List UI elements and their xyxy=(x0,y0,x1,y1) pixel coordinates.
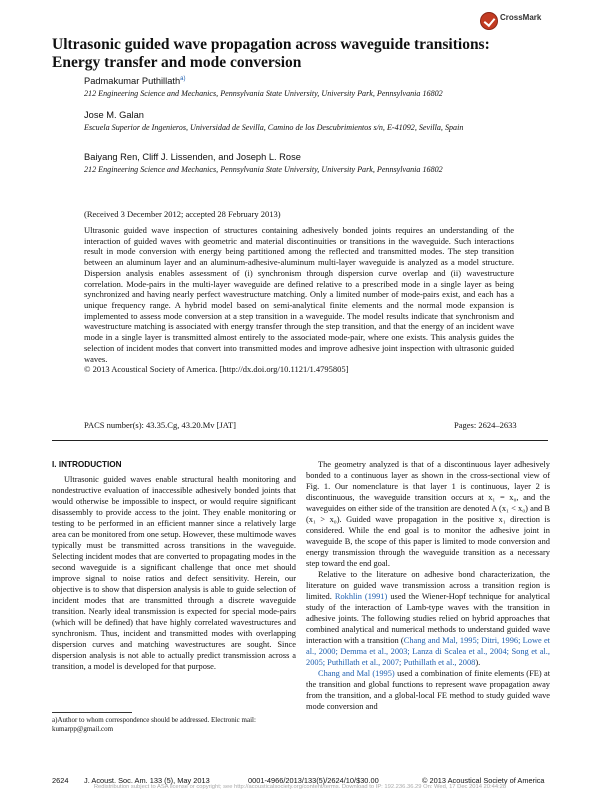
footnote-mark[interactable]: a) xyxy=(180,76,186,82)
abstract-text: Ultrasonic guided wave inspection of structures containing adhesively bonded joints requires an understanding of the interaction of guided waves with geometric and material discontinuities or transitions in the waveguide. Such interactions result in mode conversion with energy being partitioned among the reflected and transmitted modes. The step transition between an aluminum layer and an aluminum-adhesive-aluminum multi-layer waveguide is analyzed as a model structure. Dispersion analysis enables assessment of (i) synchronism through dispersion curve overlap and (ii) wavestructure correlation. Mode-pairs in the multi-layer waveguide are defined relative to a prescribed mode in a single layer as being synchronized and having nearly perfect wavestructure matching. Only a limited number of mode-pairs exist, and each has a unique frequency range. A hybrid model based on semi-analytical finite elements and the normal mode expansion is implemented to assess mode conversion at a step transition in a waveguide. The model results indicate that synchronism and wavestructure matching is associated with energy transfer through the step transition, and that the energy of an incident wave mode in a single layer is transmitted almost entirely to the associated mode-pair, where one exists. This analysis guides the selection of incident modes that convert into transmitted modes and improve adhesive joint inspection with ultrasonic guided waves. xyxy=(84,225,514,364)
footer-issn: 0001-4966/2013/133(5)/2624/10/$30.00 xyxy=(248,776,379,785)
header-divider xyxy=(52,440,548,441)
article-title: Ultrasonic guided wave propagation across waveguide transitions: Energy transfer and mode conversion xyxy=(52,36,490,71)
footer-copyright: © 2013 Acoustical Society of America xyxy=(422,776,545,785)
footnote-divider xyxy=(52,712,132,713)
section-heading: I. INTRODUCTION xyxy=(52,460,122,469)
author-1: Padmakumar Puthillath$^{a)}$ xyxy=(84,76,186,87)
crossmark-icon xyxy=(480,12,498,30)
geometry-paragraph: The geometry analyzed is that of a discontinuous layer adhesively bonded to a continuous layer as shown in the cross-sectional view of Fig. 1. Our nomenclature is that layer 1 is continuous, layer 2 is discontinuous, the waveguide transition occurs at x₁ = x₀, and the waveguides on either side of the transition are denoted A (x₁ < x₀) and B (x₁ > x₀). Guided wave propagation in the positive x₁ direction is considered. While the end goal is to monitor the adhesive joint in waveguide B, the scope of this paper is limited to mode conversion and energy transmission through the waveguide transition as a necessary step toward the end goal. xyxy=(306,460,550,569)
chang-mal-paragraph: Chang and Mal (1995) used a combination of finite elements (FE) at the transition and global functions to represent wave propagation away from the transition, and a global-local FE method to study guided wave mode conversion and xyxy=(306,669,551,712)
citation-link[interactable]: Chang and Mal (1995) xyxy=(318,669,395,679)
footer-page-number: 2624 xyxy=(52,776,69,785)
pacs-numbers: PACS number(s): 43.35.Cg, 43.20.Mv [JAT] xyxy=(84,420,236,430)
received-dates: (Received 3 December 2012; accepted 28 February 2013) xyxy=(84,209,281,219)
page-range: Pages: 2624–2633 xyxy=(454,420,517,430)
citation-list[interactable]: Chang and Mal, 1995; Ditri, 1996; Lowe et al., 2000; Demma et al., 2003; Lanza di Scalea et al., 2004; Song et al., 2005; Puthillath et al., 2007; Puthillath et al., 2008 xyxy=(306,636,550,668)
literature-paragraph: Relative to the literature on adhesive bond characterization, the literature on guided wave transmission across a transition region is limited. Rokhlin (1991) used the Wiener-Hopf technique for analytical study of the interaction of Lamb-type waves with the transition in adhesive joints. The following studies relied on hybrid approaches that combined analytical and numerical methods to understand guided wave interaction with a transition (Chang and Mal, 1995; Ditri, 1996; Lowe et al., 2000; Demma et al., 2003; Lanza di Scalea et al., 2004; Song et al., 2005; Puthillath et al., 2007; Puthillath et al., 2008). xyxy=(306,570,551,668)
affiliation-2: Escuela Superior de Ingenieros, Universidad de Sevilla, Camino de los Descubrimientos s/n, E-41092, Sevilla, Spain xyxy=(84,123,464,132)
footnote: a)Author to whom correspondence should be addressed. Electronic mail: kumarpp@gmail.com xyxy=(52,716,256,733)
affiliation-1: 212 Engineering Science and Mechanics, Pennsylvania State University, University Park, Pennsylvania 16802 xyxy=(84,89,443,98)
footer-journal: J. Acoust. Soc. Am. 133 (5), May 2013 xyxy=(84,776,210,785)
crossmark-text: CrossMark xyxy=(500,13,542,22)
abstract xyxy=(84,225,514,375)
column-left xyxy=(52,474,296,672)
crossmark-logo[interactable] xyxy=(480,12,558,30)
doi-link[interactable]: [http://dx.doi.org/10.1121/1.4795805] xyxy=(219,364,349,375)
author-3: Baiyang Ren, Cliff J. Lissenden, and Joseph L. Rose xyxy=(84,152,301,162)
affiliation-3: 212 Engineering Science and Mechanics, Pennsylvania State University, University Park, Pennsylvania 16802 xyxy=(84,165,443,174)
author-2: Jose M. Galan xyxy=(84,110,144,120)
citation-link[interactable]: Rokhlin (1991) xyxy=(334,592,388,602)
abstract-copyright: © 2013 Acoustical Society of America. xyxy=(84,364,218,375)
intro-paragraph: Ultrasonic guided waves enable structural health monitoring and nondestructive evaluation of inaccessible adhesively bonded joints that would otherwise be impossible to inspect, or would require significant disassembly to provide access to the joint. They enable monitoring or testing to be performed in an efficient manner since a relatively large area can be monitored from one setup. However, these multimode waves typically must be transmitted across transitions in the waveguide. Selecting incident modes that are converted to propagating modes in the second waveguide is a significant challenge that once met should improve signal to noise ratios and defect sensitivity. Herein, our objective is to show that dispersion analysis is able to guide selection of incident modes that are transmitted through a discrete waveguide transition. Nearly ideal transmission is expected for special mode-pairs (which will be defined) that have highly correlated wavestructures and synchronism. Thus, incident and transmitted modes with overlapping dispersion curves and matching wavestructures are sought. Since dispersion analysis is not able to actually predict transmission across a transition, a model is developed for that purpose. xyxy=(52,475,296,672)
download-watermark: Redistribution subject to ASA license or copyright; see http://acousticalsociety.org/content/terms. Download to IP: 192.236.36.29 On: Wed, 17 Dec 2014 20:44:28 xyxy=(93,784,507,790)
column-right xyxy=(306,459,550,712)
